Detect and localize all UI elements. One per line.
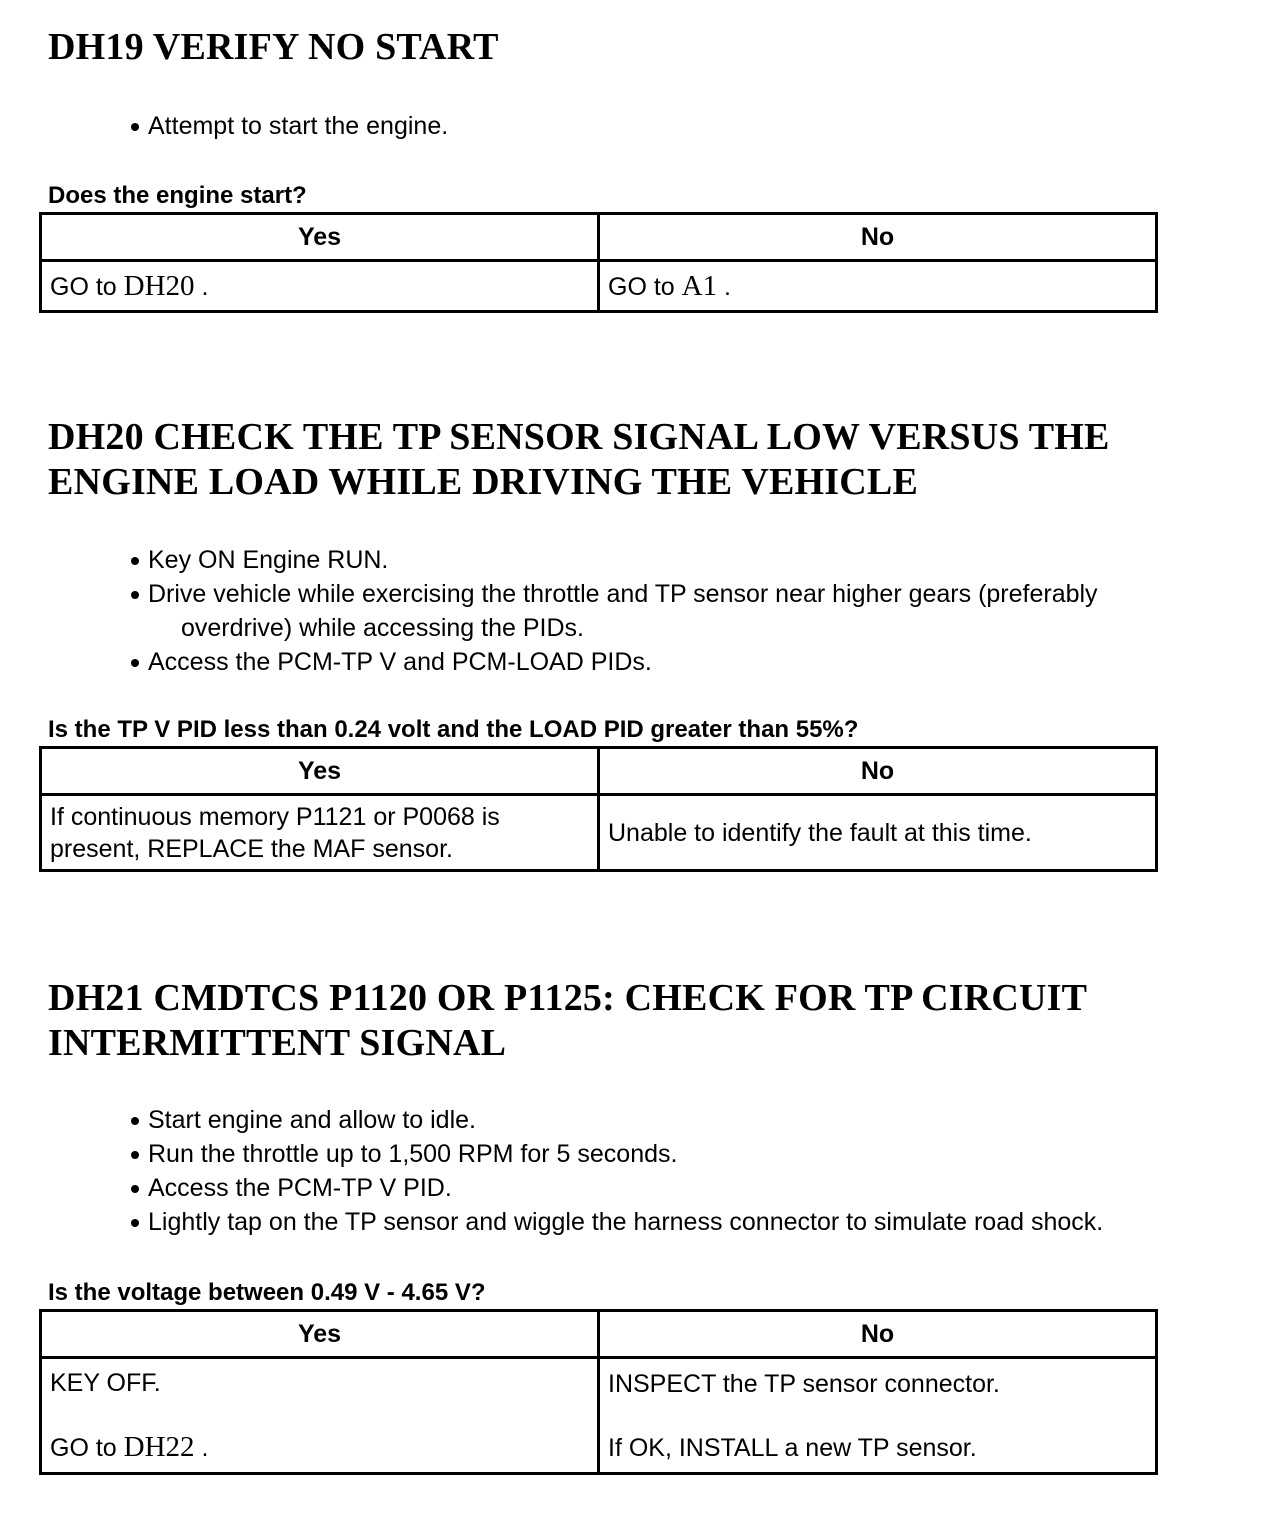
instruction-item: Run the throttle up to 1,500 RPM for 5 seconds. <box>130 1137 1103 1171</box>
instruction-item: Key ON Engine RUN. <box>130 543 1098 577</box>
step-link-a1[interactable]: A1 <box>681 269 718 302</box>
bullet-icon <box>131 1219 139 1227</box>
step-question: Is the voltage between 0.49 V - 4.65 V? <box>48 1279 486 1306</box>
yes-no-table <box>39 746 1158 872</box>
no-cell: GO to A1 . <box>599 261 1157 312</box>
step-question: Is the TP V PID less than 0.24 volt and the LOAD PID greater than 55%? <box>48 716 859 743</box>
bullet-icon <box>131 1151 139 1159</box>
step-title: DH21 CMDTCS P1120 OR P1125: CHECK FOR TP CIRCUIT INTERMITTENT SIGNAL <box>48 977 1088 1064</box>
bullet-icon <box>131 1117 139 1125</box>
yes-cell: KEY OFF. GO to DH22 . <box>41 1358 599 1474</box>
no-cell: INSPECT the TP sensor connector. If OK, INSTALL a new TP sensor. <box>599 1358 1157 1474</box>
step-instructions <box>130 109 448 143</box>
yes-header: Yes <box>41 214 599 261</box>
no-header: No <box>599 748 1157 795</box>
step-instructions <box>130 1103 1103 1239</box>
bullet-icon <box>131 1185 139 1193</box>
step-link-dh20[interactable]: DH20 <box>123 269 195 302</box>
instruction-item: Drive vehicle while exercising the throttle and TP sensor near higher gears (preferably overdrive) while accessing the PIDs. <box>130 577 1098 645</box>
yes-no-table <box>39 212 1158 313</box>
instruction-item: Attempt to start the engine. <box>130 109 448 143</box>
instruction-item: Access the PCM-TP V PID. <box>130 1171 1103 1205</box>
step-title: DH20 CHECK THE TP SENSOR SIGNAL LOW VERSUS THE ENGINE LOAD WHILE DRIVING THE VEHICLE <box>48 416 1110 503</box>
bullet-icon <box>131 591 139 599</box>
no-cell: Unable to identify the fault at this time. <box>599 795 1157 871</box>
no-header: No <box>599 214 1157 261</box>
yes-header: Yes <box>41 748 599 795</box>
step-title: DH19 VERIFY NO START <box>48 26 499 68</box>
yes-cell: GO to DH20 . <box>41 261 599 312</box>
no-header: No <box>599 1311 1157 1358</box>
bullet-icon <box>131 123 139 131</box>
bullet-icon <box>131 557 139 565</box>
yes-header: Yes <box>41 1311 599 1358</box>
step-link-dh22[interactable]: DH22 <box>123 1431 195 1463</box>
yes-no-table <box>39 1309 1158 1475</box>
bullet-icon <box>131 659 139 667</box>
instruction-item: Lightly tap on the TP sensor and wiggle the harness connector to simulate road shock. <box>130 1205 1103 1239</box>
instruction-item: Start engine and allow to idle. <box>130 1103 1103 1137</box>
instruction-item: Access the PCM-TP V and PCM-LOAD PIDs. <box>130 645 1098 679</box>
step-question: Does the engine start? <box>48 182 307 209</box>
step-instructions <box>130 543 1098 679</box>
yes-cell: If continuous memory P1121 or P0068 is present, REPLACE the MAF sensor. <box>41 795 599 871</box>
